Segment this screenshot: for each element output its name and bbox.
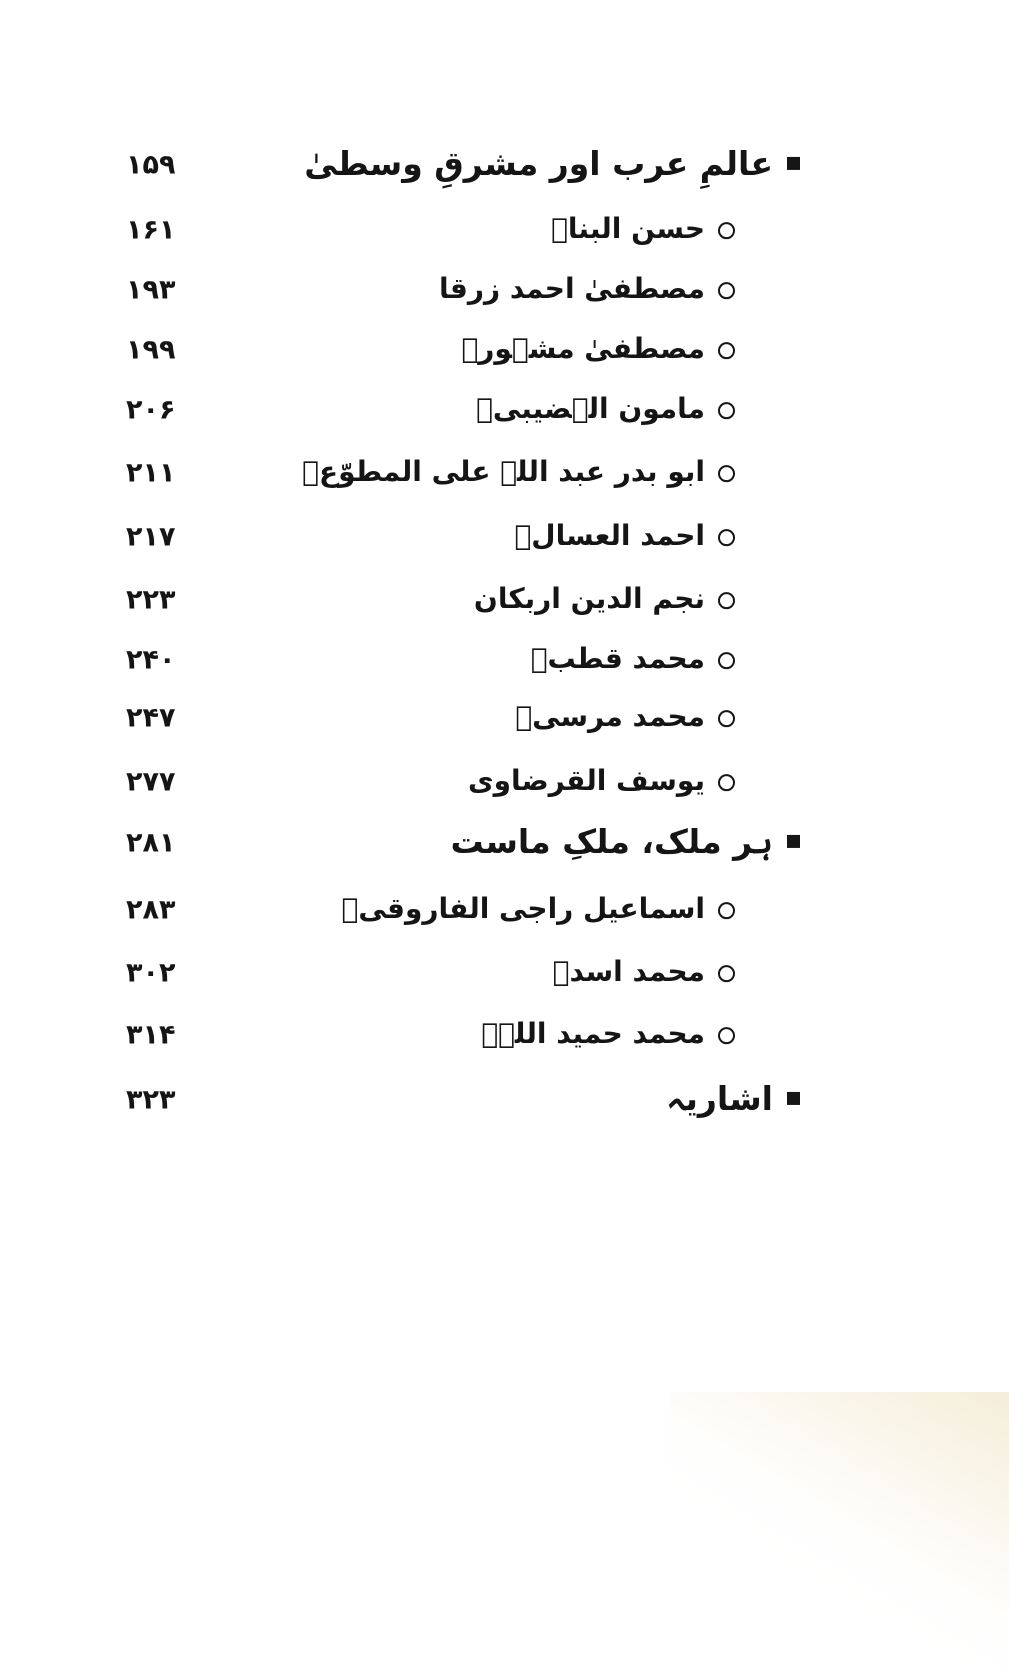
item-circle-icon [718, 222, 735, 239]
toc-entry-title: محمد حمید اللہؒ [481, 1017, 705, 1051]
page-number-label: ۲۱۷ [126, 521, 176, 553]
item-circle-icon [718, 592, 735, 609]
toc-entry [0, 750, 1009, 814]
toc-entry-title: اسماعیل راجی الفاروقیؒ [341, 892, 705, 926]
section-bullet-icon [787, 835, 800, 848]
page-number-label: ۲۴۷ [126, 702, 176, 734]
toc-entry [0, 1068, 1009, 1132]
toc-entry [0, 878, 1009, 942]
toc-entry [0, 686, 1009, 750]
page-number-label: ۲۰۶ [126, 394, 176, 426]
toc-entry-title: محمد قطبؒ [530, 642, 705, 676]
toc-entry-title: حسن البناؒ [551, 212, 705, 246]
page-curl-shadow [669, 1392, 1009, 1666]
page-number-label: ۳۱۴ [126, 1019, 176, 1051]
toc-entry-title: نجم الدین اربکان [473, 582, 705, 616]
toc-entry [0, 811, 1009, 875]
toc-entry-title: مامون الہضیبیؒ [476, 392, 705, 426]
item-circle-icon [718, 1027, 735, 1044]
toc-entry [0, 628, 1009, 692]
toc-entry [0, 568, 1009, 632]
toc-entry-title: محمد اسدؒ [552, 955, 705, 989]
page-number-label: ۲۸۳ [126, 894, 176, 926]
item-circle-icon [718, 342, 735, 359]
toc-entry-title: اشاریہ [666, 1078, 773, 1118]
toc-entry [0, 941, 1009, 1005]
toc-entry-title: عالمِ عرب اور مشرقِ وسطیٰ [304, 143, 773, 183]
toc-entry [0, 505, 1009, 569]
page-number-label: ۳۲۳ [126, 1084, 176, 1116]
toc-entry [0, 378, 1009, 442]
toc-entry-title: احمد العسالؒ [514, 519, 705, 553]
toc-entry-title: مصطفیٰ احمد زرقا [439, 272, 705, 306]
toc-entry-title: محمد مرسیؒ [515, 700, 705, 734]
item-circle-icon [718, 282, 735, 299]
page-number-label: ۱۹۹ [126, 334, 176, 366]
section-bullet-icon [787, 157, 800, 170]
page-number-label: ۲۴۰ [126, 644, 176, 676]
toc-entry-title: مصطفیٰ مشہورؒ [461, 332, 705, 366]
page-number-label: ۳۰۲ [126, 957, 176, 989]
toc-entry [0, 1003, 1009, 1067]
toc-entry [0, 318, 1009, 382]
item-circle-icon [718, 710, 735, 727]
page-number-label: ۲۱۱ [126, 457, 176, 489]
page-number-label: ۱۵۹ [126, 149, 176, 181]
toc-entry-title: یوسف القرضاوی [467, 764, 705, 798]
page-number-label: ۲۸۱ [126, 827, 176, 859]
page-number-label: ۱۹۳ [126, 274, 176, 306]
item-circle-icon [718, 529, 735, 546]
item-circle-icon [718, 652, 735, 669]
page-number-label: ۲۲۳ [126, 584, 176, 616]
toc-entry-title: ہر ملک، ملکِ ماست [450, 821, 773, 861]
section-bullet-icon [787, 1092, 800, 1105]
item-circle-icon [718, 965, 735, 982]
page-number-label: ۱۶۱ [126, 214, 176, 246]
page-number-label: ۲۷۷ [126, 766, 176, 798]
toc-entry-title: ابو بدر عبد اللہ علی المطوّعؒ [302, 455, 705, 489]
toc-entry [0, 198, 1009, 262]
toc-entry [0, 258, 1009, 322]
item-circle-icon [718, 465, 735, 482]
item-circle-icon [718, 402, 735, 419]
toc-entry [0, 441, 1009, 505]
toc-entry [0, 133, 1009, 197]
item-circle-icon [718, 774, 735, 791]
item-circle-icon [718, 902, 735, 919]
